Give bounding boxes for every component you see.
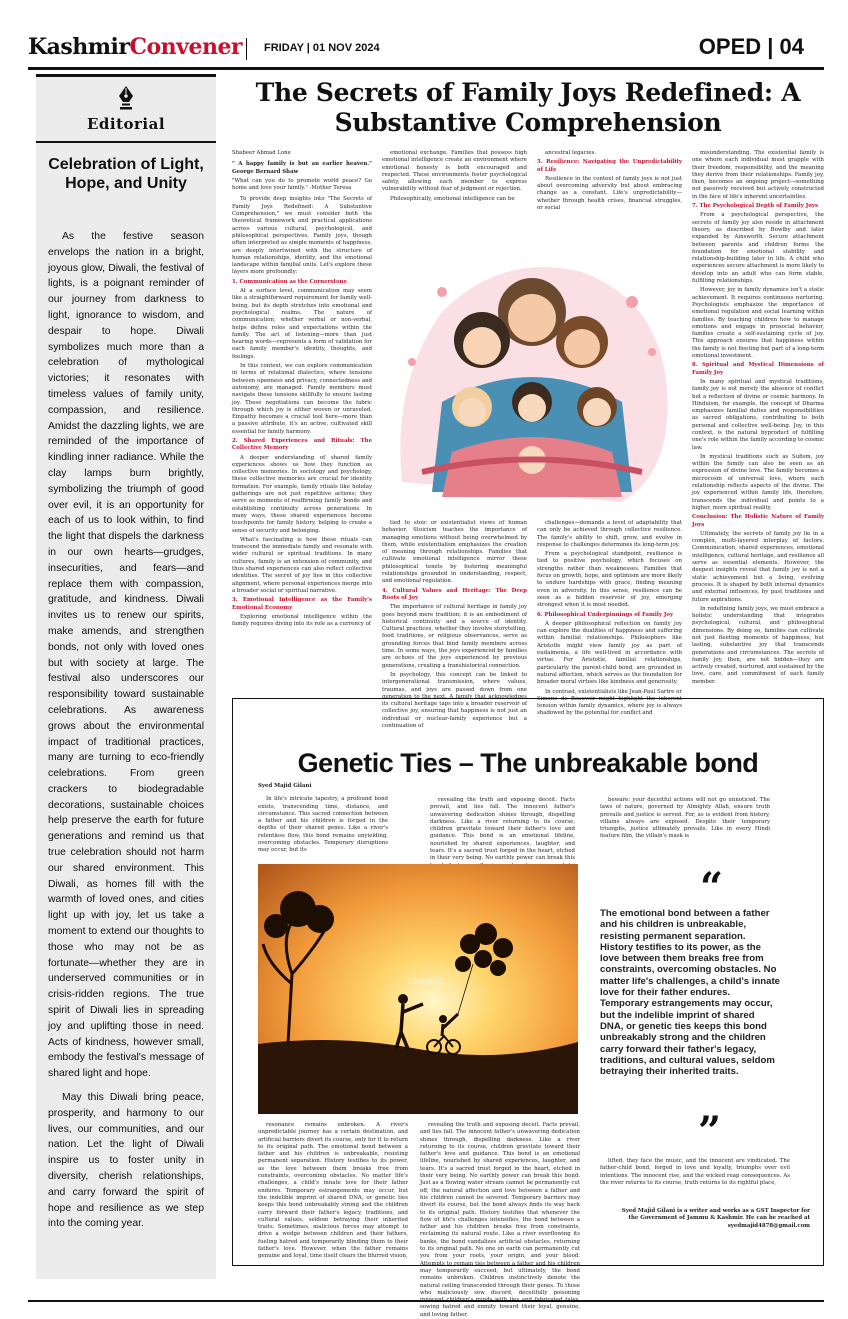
- article-paragraph: However, joy in family dynamics isn't a static achievement. It requires continuous nurturing. Psychologists emphasize the importance of emotional regulation and social learning within families. By teaching children how to manage emotions and engage in prosocial behavior, families create a self-sustaining cycle of joy. This approach ensures that happiness within the family is not fleeting but part of a long-term emotional investment.: [692, 287, 824, 360]
- masthead: [28, 30, 824, 70]
- open-quote-icon: “: [700, 864, 724, 911]
- article-paragraph: revealing the truth and exposing deceit. Facts prevail, and lies fall. The innocent father's unwavering dedication shines through, dispelling darkness. Like a river returning to its course, children gravitate toward their father's love and guidance. This bond is an emotional lifeline, nourished by shared experiences, laughter, and tears. It's a sacred trust forged in the heart, etched in their very being. No earthly power can break this bond. Just as a flowing water stream cannot be permanently cut off, the natural affection and love between a father and his children cannot be severed. Temporary barriers may divert its course, but the bond always finds its way back to its original path. History testifies that whenever the flow of life's challenges intensifies, the bond between a father and his children breaks free from constraints, reclaiming its natural route. Like a river overflowing its banks, the bond vandalizes artificial obstacles, returning to its original path. No one on earth can permanently cut you from your roots, your origin, and your blood. Attempts to remain ties between a father and his children may temporarily succeed, but ultimately, the bond remains unbroken. Children instinctively denote the natural ceiling transcended through their genes. To those who maliciously sow discord, deceitfully poisoning sowing hatred and enmity toward their loyal, genuine, and loving father,: [420, 1122, 580, 1318]
- second-article-column-1: [258, 783, 388, 857]
- editorial-rule: [36, 141, 216, 143]
- pull-quote-text: The emotional bond between a father and his children is unbreakable, resisting permanent separation. History testifies to its power, as the love between them breaks free from constraints, overcoming obstacles. No matter life's challenges, a child's innate love for their father endures. Temporary estrangements may occur, but the indelible imprint of shared DNA, or genetic ties keeps this bond unbreakably strong and the children carry forward their father's legacy, traditions, and cultural values, seldom betraying their inherited traits.: [600, 908, 780, 1078]
- editorial-paragraph: May this Diwali bring peace, prosperity, and harmony to our lives, our communities, and our nation. Let the light of Diwali inspire us to foster unity in diversity, cherish relationships, and carry forward the spirit of hope and resilience as we step into the coming year.: [48, 1092, 204, 1230]
- article-headline[interactable]: The Secrets of Family Joys Redefined: A Substantive Comprehension: [255, 78, 801, 137]
- article-quote: "What can you do to promote world peace? Go home and love your family." -Mother Teresa: [232, 177, 372, 192]
- article-paragraph: In life's intricate tapestry, a profound bond exists, transcending time, distance, and circumstance. This sacred connection between a father and his children is forged in the depths of their shared genes. Like a river's relentless flow, this bond remains unyielding, overcoming obstacles. Temporary disruptions may occur, but its: [258, 796, 388, 854]
- brand-part1: Kashmir: [28, 34, 130, 60]
- article-paragraph: misunderstanding. The existential family is one where each individual must grapple with their freedom, responsibility, and the meaning they derive from their relationships. Family joy, then, becomes an ongoing project—something not passively received but actively constructed in the face of life's inherent uncertainties.: [692, 150, 824, 200]
- article-paragraph: lifted, they face the music, and the innocent are vindicated. The father-child bond, forged in love and loyalty, triumphs over evil intentions. The innocent rise, and the wicked reap consequences. As the river returns to its course, truth returns to its rightful place,: [600, 1158, 790, 1186]
- article-paragraph: From a psychological standpoint, resilience is tied to positive psychology, which focuses on strengths rather than weaknesses. Families that focus on growth, hope, and optimism are more likely to endure hardships with grace, finding meaning even in adversity. In this sense, resilience can be seen as a hidden reservoir of joy, emerging strongest when it is most needed.: [537, 551, 682, 609]
- issue-date: FRIDAY | 01 NOV 2024: [264, 42, 380, 54]
- brand-part2: Convener: [129, 34, 243, 60]
- article-paragraph: A deeper understanding of shared family experiences shows us how they function as collective memories. In sociology and psychology, these collective memories are crucial for identity formation. For example, family rituals like holiday gatherings are not just repetitive actions; they serve as moments of reaffirming family bonds and establishing continuity across generations. In many ways, these shared experiences become touchpoints for family history, helping to create a sense of security and belonging.: [232, 454, 372, 534]
- second-article-byline: Syed Majid Gilani: [258, 783, 312, 789]
- article-subhead: 3. Emotional Intelligence as the Family's Emotional Economy: [232, 597, 372, 611]
- father-son-sunset-photo: [258, 864, 578, 1114]
- article-subhead: 5. Resilience: Navigating the Unpredictability of Life: [537, 159, 682, 173]
- article-paragraph: To provide deep insights into "The Secrets of Family Joys Redefined: A Substantive Comprehension," we must consider both the theoretical framework and practical applications across various cultural, psychological, and philosophical perspectives. Family joys, though often interpreted as simple moments of happiness, are deeply intertwined with the structure of human relationships, identity, and the emotional landscape within familial units. Let's explore these layers more profoundly:: [232, 196, 372, 276]
- article-paragraph: Resilience in the context of family joys is not just about overcoming adversity but about embracing change as a constant. Life's unpredictability—whether through health crises, financial struggles, or social: [537, 175, 682, 212]
- article-paragraph: beware: your deceitful actions will not go unnoticed. The laws of nature, governed by Almighty Allah, ensure truth prevails and justice is served. For, as is evident from history, villains always are exposed. Despite their temporary triumphs, justice ultimately prevails. Like in every Hindi feature film, the villain's mask is: [600, 797, 770, 840]
- article-paragraph: Philosophically, emotional intelligence can be: [390, 195, 515, 202]
- article-paragraph: A deeper philosophical reflection on family joy can explore the dualities of happiness and suffering within familial relationships. Philosophers like Aristotle might view family joy as part of eudaimonia, a life well-lived in accordance with virtue. For Aristotle, familial relationships, particularly the parent-child bond, are grounded in natural affection, which serves as the foundation for broader moral virtues like kindness and generosity.: [537, 620, 682, 686]
- second-article-column-4: [258, 1122, 408, 1260]
- family-illustration: [382, 232, 682, 516]
- author-note-text: Syed Majid Gilani is a writer and works as a GST Inspector for the Government of Jammu & Kashmir. He can be reached at syedmajid4878@gmail.com: [621, 1208, 810, 1229]
- article-column-2-lower: [382, 520, 527, 730]
- photo-watermark: Lovepik: [408, 976, 443, 987]
- article-column-2: [382, 150, 527, 230]
- editorial-paragraph: As the festive season envelops the nation in a bright, joyous glow, Diwali, the festival of lights, is a poignant reminder of our journey from darkness to light, ignorance to wisdom, and despair to hope. Diwali symbolizes much more than a celebration of mythological victories; it resonates with timeless values of family unity, compassion, and resilience. Amidst the dazzling lights, we are reminded of the importance of kindling inner radiance. While the clay lamps burn brightly, symbolizing the triumph of good over evil, it is an opportunity for each of us to look within, to find the light that dispels the darkness in our own hearts—grudges, insecurities, and fears—and replace them with compassion, gratitude, and kindness. Diwali invites us to renew our spirits, make amends, and strengthen bonds, not only with loved ones but with society at large. The festival also underscores our responsibility toward sustainable celebrations. As awareness grows about the environmental impact of traditional practices, many are turning to eco-friendly celebrations. From green crackers to biodegradable decorations, sustainable choices help preserve the earth for future generations and remind us that true celebration should not harm our shared environment. This Diwali, as homes fill with the warmth of loved ones, and cities light up with joy, let us take a moment to extend our thoughts to those who may not be as fortunate—whether they are in underserved communities or in crisis-ridden regions. The true spirit of Diwali lies in spreading joy and uplifting those in need. Acts of kindness, however small, embody the festival's message of shared light and hope.: [48, 231, 204, 1080]
- article-paragraph: In psychology, this concept can be linked to intergenerational transmission, where values, traumas, and joys are passed down from one generation to the next. A family that acknowledges its cultural heritage taps into a broader reservoir of collective joy, ensuring that happiness is not just an individual or nuclear-family experience but a continuation of: [382, 671, 527, 730]
- article-paragraph: The importance of cultural heritage in family joy goes beyond mere tradition; it is an embodiment of historical continuity and a source of identity. Cultural practices, whether they involve storytelling, food traditions, or religious observances, serve as grounding forces that bind family members across time. In some ways, the joys experienced by families are echoes of the joys experienced by previous generations, creating a transhistorical connection.: [382, 604, 527, 669]
- author-note: [620, 1208, 810, 1242]
- article-column-4: [692, 150, 824, 690]
- second-article-column-5: [420, 1122, 580, 1318]
- editorial-sidebar: [36, 74, 216, 1279]
- article-subhead: 4. Cultural Values and Heritage: The Deep Roots of Joy: [382, 587, 527, 601]
- article-paragraph: Exploring emotional intelligence within the family requires diving into its role as a currency of: [232, 613, 372, 628]
- editorial-title: Celebration of Light, Hope, and Unity: [48, 156, 204, 192]
- article-paragraph: Ultimately, the secrets of family joy lie in a complex, multi-layered interplay of factors. Communication, shared experiences, emotional intelligence, cultural heritage, and resilience all serve as essential elements. However, the deepest insights reveal that family joy is not a static achievement but a living, evolving process. It is shaped by both internal dynamics and external influences, by past traditions and future aspirations.: [692, 530, 824, 603]
- article-paragraph: From a psychological perspective, the secrets of family joy also reside in attachment theory, as described by Bowlby and later expanded by Ainsworth. Secure attachment between parents and children forms the foundation for emotional stability and relationship-building later in life. A child who experiences secure attachment is more likely to develop into an adult who can form stable, fulfilling relationships.: [692, 212, 824, 285]
- article-paragraph: emotional exchange. Families that possess high emotional intelligence create an environment where emotional honesty is both encouraged and respected. These environments foster psychological safety, allowing each member to express vulnerability without fear of judgment or rejection.: [382, 150, 527, 193]
- article-subhead: 1. Communication as the Cornerstone: [232, 278, 347, 285]
- article-subhead: 2. Shared Experiences and Rituals: The Collective Memory: [232, 437, 372, 452]
- article-paragraph: In many spiritual and mystical traditions, family joy is not merely the absence of conflict but a reflection of divine or cosmic harmony. In Hinduism, for example, the concept of Dharma emphasizes familial duties and responsibilities as sacred obligations, contributing to both personal and collective well-being. Joy, in this context, is the natural byproduct of fulfilling one's role within the family according to cosmic law.: [692, 378, 824, 451]
- page-bottom-rule: [28, 1300, 824, 1302]
- article-paragraph: tied to stoic or existentialist views of human behavior. Stoicism teaches the importance of managing emotions without being overwhelmed by them, while existentialism emphasizes the creation of meaning through relationships. Families that cultivate emotional intelligence mirror these philosophical tenets by fostering meaningful relationships grounded in understanding, respect, and emotional regulation.: [382, 520, 527, 585]
- editorial-label: Editorial: [86, 115, 166, 133]
- brand-logo[interactable]: [28, 34, 242, 60]
- article-paragraph: At a surface level, communication may seem like a straightforward requirement for family well-being, but its depth stretches into emotional and psychological realms. The nature of communication, whether verbal or non-verbal, helps define roles and expectations within the family. The act of listening—more than just hearing words—represents a form of validation for each family member's identity, thoughts, and feelings.: [232, 288, 372, 360]
- article-column-1: [232, 150, 372, 690]
- section-page-label: OPED | 04: [698, 34, 804, 59]
- article-column-3-lower: [537, 520, 682, 717]
- second-article-column-6: [600, 1158, 790, 1196]
- article-paragraph: ancestral legacies.: [545, 150, 597, 156]
- article-subhead: 6. Philosophical Underpinnings of Family Joy: [537, 611, 674, 618]
- article-byline: Shabeer Ahmad Lone: [232, 150, 291, 156]
- article-paragraph: What's fascinating is how these rituals can transcend the immediate family and resonate with wider cultural or spiritual traditions. In many cultures, family is an extension of community, and thus shared experiences can also reflect collective identities. The secret of joy lies in this collective alignment, where personal experiences merge into a broader social or spiritual narrative.: [232, 536, 372, 594]
- article-paragraph: In contrast, existentialists like Jean-Paul Sartre or Simone de Beauvoir might highlight the inherent tension within family dynamics, where joy is always shadowed by the potential for conflict and: [537, 688, 682, 717]
- article-paragraph: In redefining family joys, we must embrace a holistic understanding that integrates psychological, cultural, and philosophical dimensions. By doing so, families can cultivate not just fleeting moments of happiness, but lasting, substantive joy that transcends generations and circumstances. The secrets of family joy, then, are not hidden—they are actively created, nurtured, and sustained by the love, care, and commitment of each family member.: [692, 605, 824, 685]
- second-article-column-3: [600, 797, 770, 857]
- article-subhead: Conclusion: The Holistic Nature of Family Joys: [692, 514, 824, 528]
- article-column-3: [537, 150, 682, 230]
- article-paragraph: challenges—demands a level of adaptability that can only be achieved through collective resilience. The family's ability to shift, grow, and evolve in response to challenges determines its long-term joy.: [537, 520, 682, 548]
- article-paragraph: In this context, we can explore communication in terms of relational dialectics, where tensions between openness and privacy, connectedness and autonomy, are managed. Family members must navigate these tensions skillfully to ensure lasting joy. These negotiations can become the fabric through which joy is either woven or unraveled. Empathy becomes a crucial tool here—more than a passive attribute, it's an active, cultivated skill essential for family harmony.: [232, 363, 372, 435]
- article-paragraph: In mystical traditions such as Sufism, joy within the family can also be seen as an expression of divine love. The family becomes a microcosm of universal love, where each relationship reflects aspects of the divine. The joy experienced within family life, therefore, transcends the individual and points to a higher, more spiritual reality.: [692, 453, 824, 511]
- masthead-divider: [246, 38, 247, 60]
- second-article-headline[interactable]: Genetic Ties – The unbreakable bond: [297, 748, 759, 778]
- article-paragraph: resonance remains unbroken. A river's unpredictable journey has a certain destination, and artificial barriers divert its course, only for it to return to its original path. The emotional bond between a father and his children is unbreakable, resisting permanent separation. History testifies to its power, as the love between them breaks free from constraints, overcoming obstacles. No matter life's challenges, a child's innate love for their father endures. Temporary estrangements may occur, but the indelible imprint of shared DNA, or genetic ties keeps this bond unbreakably strong and the children carry forward their father's legacy, traditions, and cultural values, seldom betraying their inherited traits. Sometimes, malicious forces may attempt to drive a wedge between children and their fathers, fueling hatred and temporarily blinding them to their father's love. However, when the father remains genuine and loyal, time itself clears the blurred vision,: [258, 1122, 408, 1260]
- article-quote: " A happy family is but an earlier heaven." George Bernard Shaw: [232, 161, 372, 175]
- editorial-body: [48, 229, 204, 1240]
- article-subhead: 7. The Psychological Depth of Family Joys: [692, 203, 819, 210]
- second-article-column-2: [430, 797, 575, 862]
- article-paragraph: revealing the truth and exposing deceit. Facts prevail, and lies fall. The innocent father's unwavering dedication shines through, dispelling darkness. Like a river returning to its course, children gravitate toward their father's love and guidance. This bond is an emotional lifeline, nourished by shared experiences, laughter, and tears. It's a sacred trust forged in the heart, etched in their very being. No earthly power can break this: [430, 797, 575, 862]
- close-quote-icon: ”: [698, 1108, 722, 1155]
- fountain-pen-icon: [116, 85, 136, 111]
- article-subhead: 8. Spiritual and Mystical Dimensions of Family Joy: [692, 362, 824, 376]
- pull-quote: [600, 864, 780, 1155]
